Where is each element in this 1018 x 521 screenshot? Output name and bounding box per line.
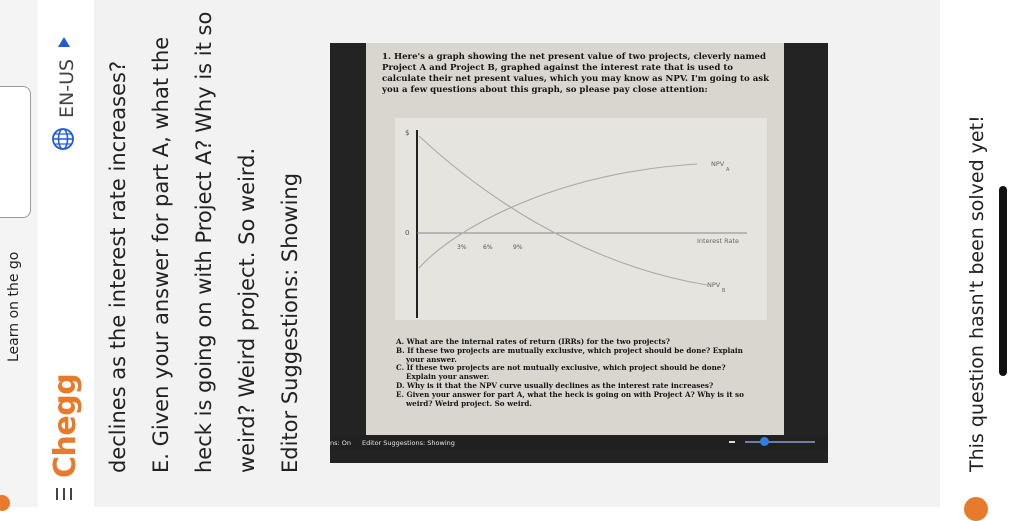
part-d: D. Why is it that the NPV curve usually declines as the interest rate increases? [396, 380, 714, 390]
question-text-line: E. Given your answer for part A, what the [149, 36, 173, 473]
part-b: B. If these two projects are mutually exclusive, which project should be done? Explain your answer. [396, 345, 743, 364]
y-symbol: $ [405, 129, 410, 137]
scrollbar-thumb[interactable] [999, 186, 1007, 376]
chegg-logo[interactable]: Chegg [48, 373, 83, 478]
status-text: ns: On [330, 439, 351, 447]
promo-card-edge[interactable] [0, 86, 31, 218]
editor-suggestions-status[interactable]: Editor Suggestions: Showing [362, 439, 455, 447]
npv-a-label: NPV [711, 160, 725, 168]
question-text-line: heck is going on with Project A? Why is it so [192, 11, 216, 473]
chevron-down-icon[interactable] [58, 37, 70, 47]
zoom-out-icon[interactable] [729, 441, 735, 443]
part-c: C. If these two projects are not mutually exclusive, which project should be done? Explain your answer. [396, 363, 726, 382]
x-axis-label: Interest Rate [697, 237, 740, 245]
tick-label: 3% [457, 244, 467, 251]
npv-b-label: NPV [707, 281, 721, 289]
zoom-slider-handle[interactable] [760, 437, 769, 446]
part-e: E. Given your answer for part A, what the heck is going on with Project A? Why is it so weird? Weird project. So weird. [396, 389, 744, 408]
tick-label: 6% [483, 244, 493, 251]
learn-on-the-go-text: Learn on the go [6, 251, 22, 362]
question-text-line: declines as the interest rate increases? [106, 60, 130, 473]
origin-label: 0 [405, 229, 410, 237]
npv-a-subscript: A [726, 167, 730, 173]
npv-graph [395, 118, 767, 320]
globe-icon [51, 127, 75, 151]
zoom-slider[interactable] [745, 441, 815, 443]
orange-badge-icon [0, 495, 10, 511]
worksheet-questions [396, 338, 754, 408]
document-status-bar [330, 436, 828, 450]
editor-suggestions-line: Editor Suggestions: Showing [278, 172, 302, 473]
part-a: A. What are the internal rates of return (IRRs) for the two projects? [396, 337, 670, 346]
status-badge [964, 497, 988, 521]
question-text-line: weird? Weird project. So weird. [235, 147, 259, 473]
menu-icon[interactable] [56, 488, 72, 500]
npv-b-subscript: B [722, 288, 726, 294]
language-selector[interactable]: EN-US [56, 58, 78, 118]
unsolved-message: This question hasn't been solved yet! [966, 115, 988, 472]
tick-label: 9% [513, 244, 523, 251]
worksheet-title: 1. Here's a graph showing the net present value of two projects, cleverly named Project A and Project B, graphed against the interest rate that is used to calculate their net present values, which you may know as NPV. I'm going to ask you a few questions about this graph, so please pay close attention: [382, 52, 770, 95]
